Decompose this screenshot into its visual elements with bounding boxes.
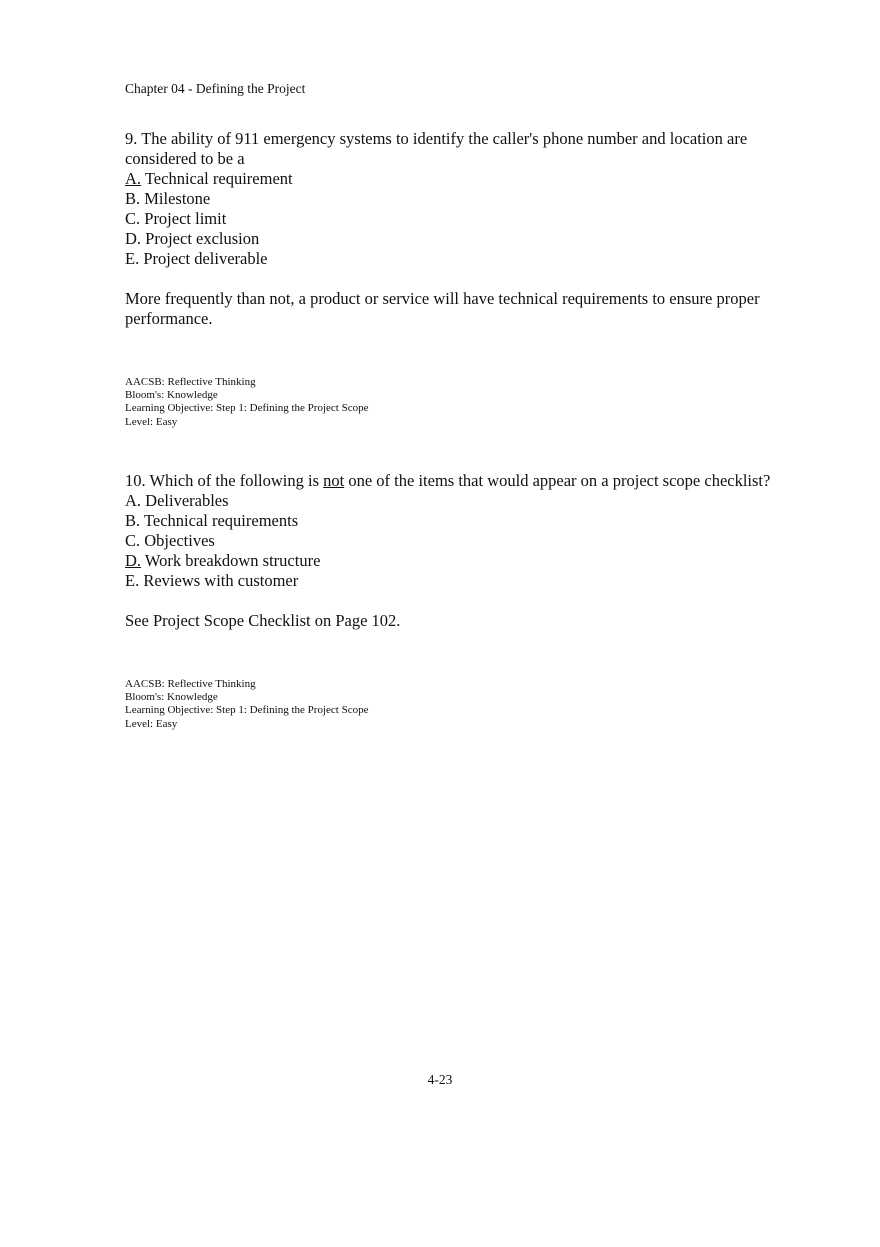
question-metadata [125,376,785,429]
chapter-header: Chapter 04 - Defining the Project [125,81,306,96]
option-letter: C. [125,531,141,550]
aacsb-tag: AACSB: Reflective Thinking [125,376,256,388]
option-letter: B. [125,189,141,208]
option-text: Milestone [140,189,211,208]
option-letter: C. [125,209,141,228]
level-tag: Level: Easy [125,415,178,428]
option-letter-correct: D. [125,551,142,570]
question-9 [125,129,785,429]
answer-options [125,169,785,269]
option-text: Technical requirements [140,511,299,530]
learning-objective-tag: Learning Objective: Step 1: Defining the Project Scope [125,704,369,717]
learning-objective-tag: Learning Objective: Step 1: Defining the Project Scope [125,402,369,415]
option-letter: A. [125,491,142,510]
stem-part: one of the items that would appear on a project scope checklist? [344,471,771,490]
option-letter: D. [125,229,142,248]
blooms-tag: Bloom's: Knowledge [125,389,218,402]
option-e [125,571,785,591]
option-letter-correct: A. [125,169,142,188]
option-text: Reviews with customer [139,571,299,590]
question-stem [125,471,785,491]
option-b [125,189,785,209]
answer-options [125,491,785,591]
stem-emphasis: not [323,471,345,490]
option-c [125,209,785,229]
aacsb-tag: AACSB: Reflective Thinking [125,678,256,690]
option-text: Deliverables [141,491,229,510]
option-b [125,511,785,531]
option-text: Technical requirement [141,169,293,188]
question-metadata [125,678,785,731]
option-letter: B. [125,511,141,530]
page-number: 4-23 [427,1072,453,1087]
answer-explanation: More frequently than not, a product or service will have technical requirements to ensure proper performance. [125,289,760,328]
option-c [125,531,785,551]
answer-explanation: See Project Scope Checklist on Page 102. [125,611,401,630]
option-d [125,229,785,249]
option-e [125,249,785,269]
option-a [125,491,785,511]
blooms-tag: Bloom's: Knowledge [125,691,218,704]
option-text: Project exclusion [141,229,260,248]
option-text: Objectives [140,531,215,550]
option-letter: E. [125,571,140,590]
level-tag: Level: Easy [125,717,178,730]
option-d [125,551,785,571]
stem-part: 10. Which of the following is [125,471,324,490]
question-10 [125,471,785,731]
question-stem: 9. The ability of 911 emergency systems to identify the caller's phone number and location are considered to be a [125,129,748,168]
option-text: Project limit [140,209,227,228]
option-text: Project deliverable [139,249,268,268]
option-text: Work breakdown structure [141,551,321,570]
option-a [125,169,785,189]
option-letter: E. [125,249,140,268]
